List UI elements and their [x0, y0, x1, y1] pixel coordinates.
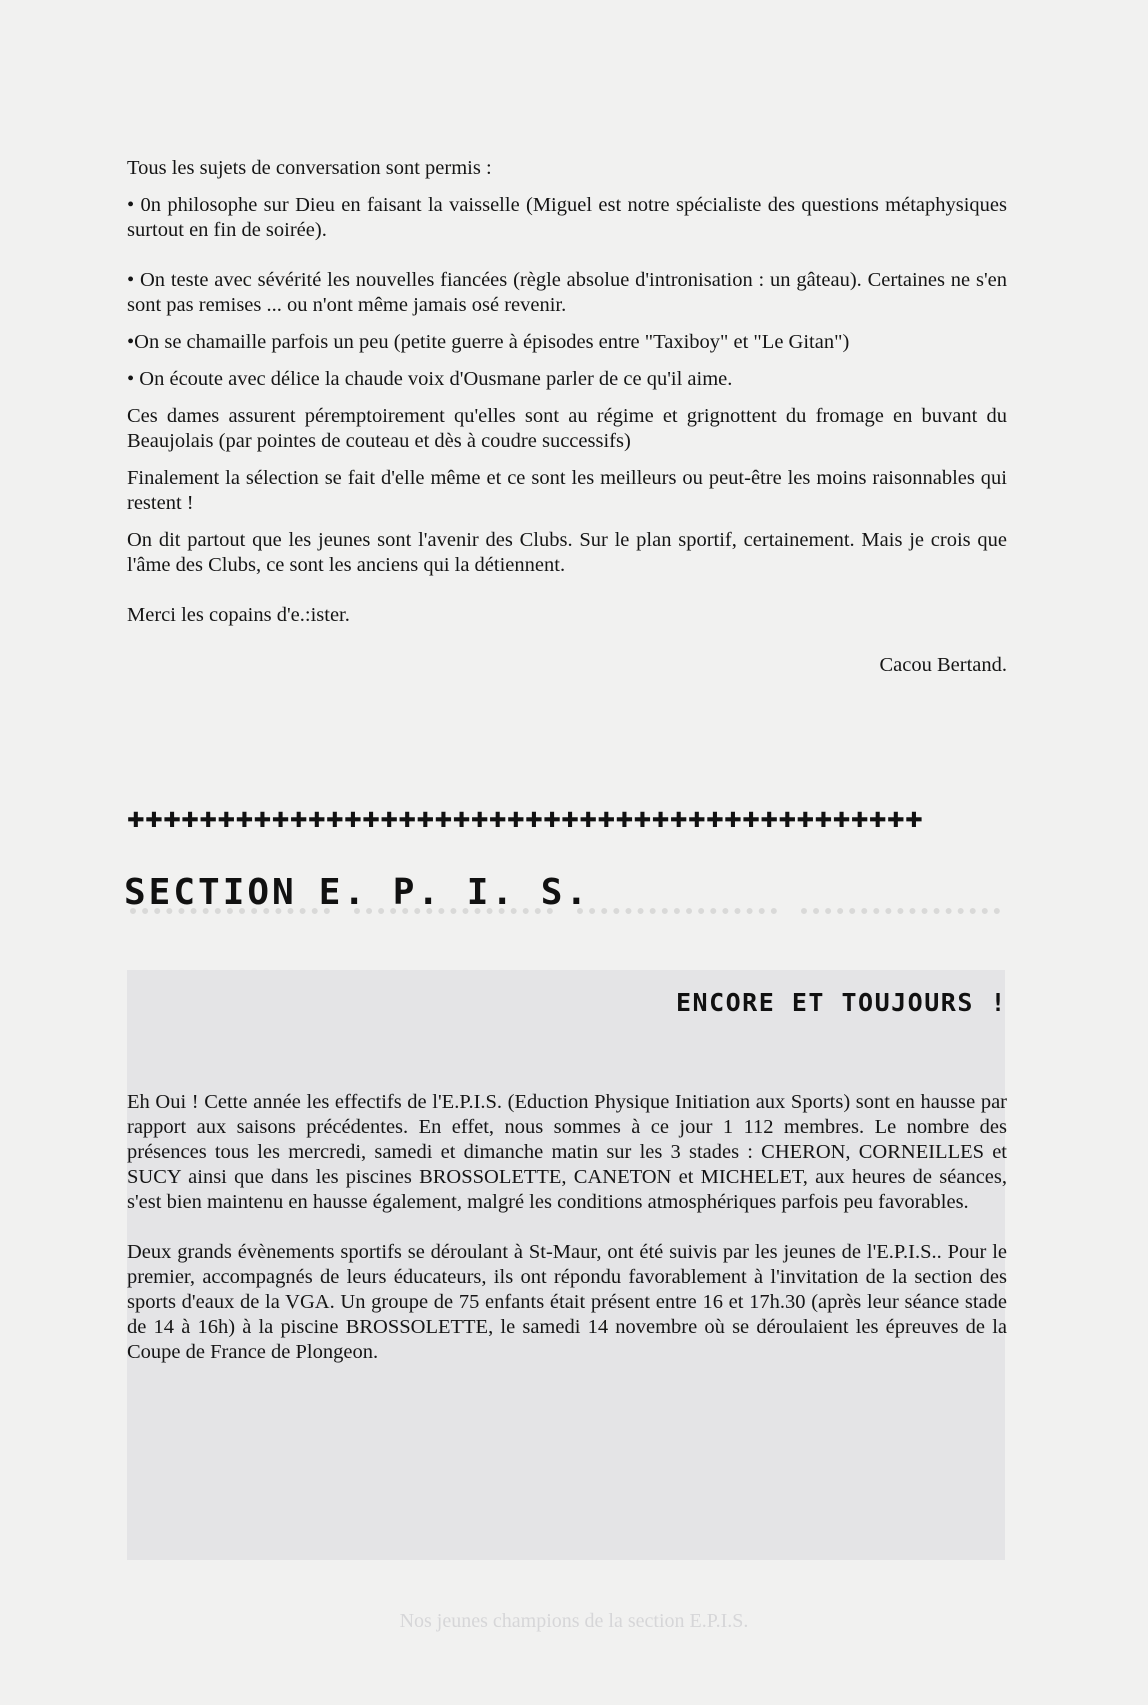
bullet-voice: • On écoute avec délice la chaude voix d'Ousmane parler de ce qu'il aime. — [127, 368, 733, 390]
bullet-philosophy: • 0n philosophe sur Dieu en faisant la vaisselle (Miguel est notre spécialiste des questions métaphysiques surtout en fin de soirée). — [127, 194, 1007, 241]
signature: Cacou Bertand. — [879, 654, 1007, 676]
bullet-fiancees: • On teste avec sévérité les nouvelles fiancées (règle absolue d'intronisation : un gâteau). Certaines ne s'en sont pas remises ... ou n'ont même jamais osé revenir. — [127, 269, 1007, 316]
article-text — [127, 1090, 1007, 1365]
para-avenir: On dit partout que les jeunes sont l'avenir des Clubs. Sur le plan sportif, certainement. Mais je crois que l'âme des Clubs, ce sont les anciens qui la détiennent. — [127, 529, 1007, 576]
article-para-evenements: Deux grands évènements sportifs se déroulant à St-Maur, ont été suivis par les jeunes de l'E.P.I.S.. Pour le premier, accompagnés de leurs éducateurs, ils ont répondu favorablement à l'invitation de la section des sports d'eaux de la VGA. Un groupe de 75 enfants était présent entre 16 et 17h.30 (après leur séance stade de 14 à 16h) à la piscine BROSSOLETTE, le samedi 14 novembre où se déroulaient les épreuves de la Coupe de France de Plongeon. — [127, 1241, 1007, 1363]
para-dames: Ces dames assurent péremptoirement qu'elles sont au régime et grignottent du fromage en buvant du Beaujolais (par pointes de couteau et dès à coudre successifs) — [127, 405, 1007, 452]
section-heading — [124, 872, 612, 913]
letter-text — [127, 156, 1007, 678]
bullet-squabble: •On se chamaille parfois un peu (petite guerre à épisodes entre "Taxiboy" et "Le Gitan") — [127, 331, 850, 353]
article-para-effectifs: Eh Oui ! Cette année les effectifs de l'E.P.I.S. (Eduction Physique Initiation aux Sports) sont en hausse par rapport aux saisons précédentes. En effet, nous sommes à ce jour 1 112 membres. Le nombre des présences tous les mercredi, samedi et dimanche matin sur les 3 stades : CHERON, CORNEILLES et SUCY ainsi que dans les piscines BROSSOLETTE, CANETON et MICHELET, aux heures de séances, s'est bien maintenu en hausse également, malgré les conditions atmosphériques parfois peu favorables. — [127, 1091, 1007, 1213]
para-selection: Finalement la sélection se fait d'elle même et ce sont les meilleurs ou peut-être les moins raisonnables qui restent ! — [127, 467, 1007, 514]
section-initials: E. P. I. S. — [318, 872, 591, 913]
section-word: SECTION — [124, 872, 297, 913]
letter-intro: Tous les sujets de conversation sont permis : — [127, 157, 492, 179]
cross-separator: ✚✚✚✚✚✚✚✚✚✚✚✚✚✚✚✚✚✚✚✚✚✚✚✚✚✚✚✚✚✚✚✚✚✚✚✚✚✚✚✚✚✚✚✚ — [127, 808, 924, 832]
article-subtitle: ENCORE ET TOUJOURS ! — [675, 988, 1007, 1017]
thanks-line: Merci les copains d'e.:ister. — [127, 604, 350, 626]
bleed-through-caption: Nos jeunes champions de la section E.P.I.S. — [399, 1610, 749, 1632]
